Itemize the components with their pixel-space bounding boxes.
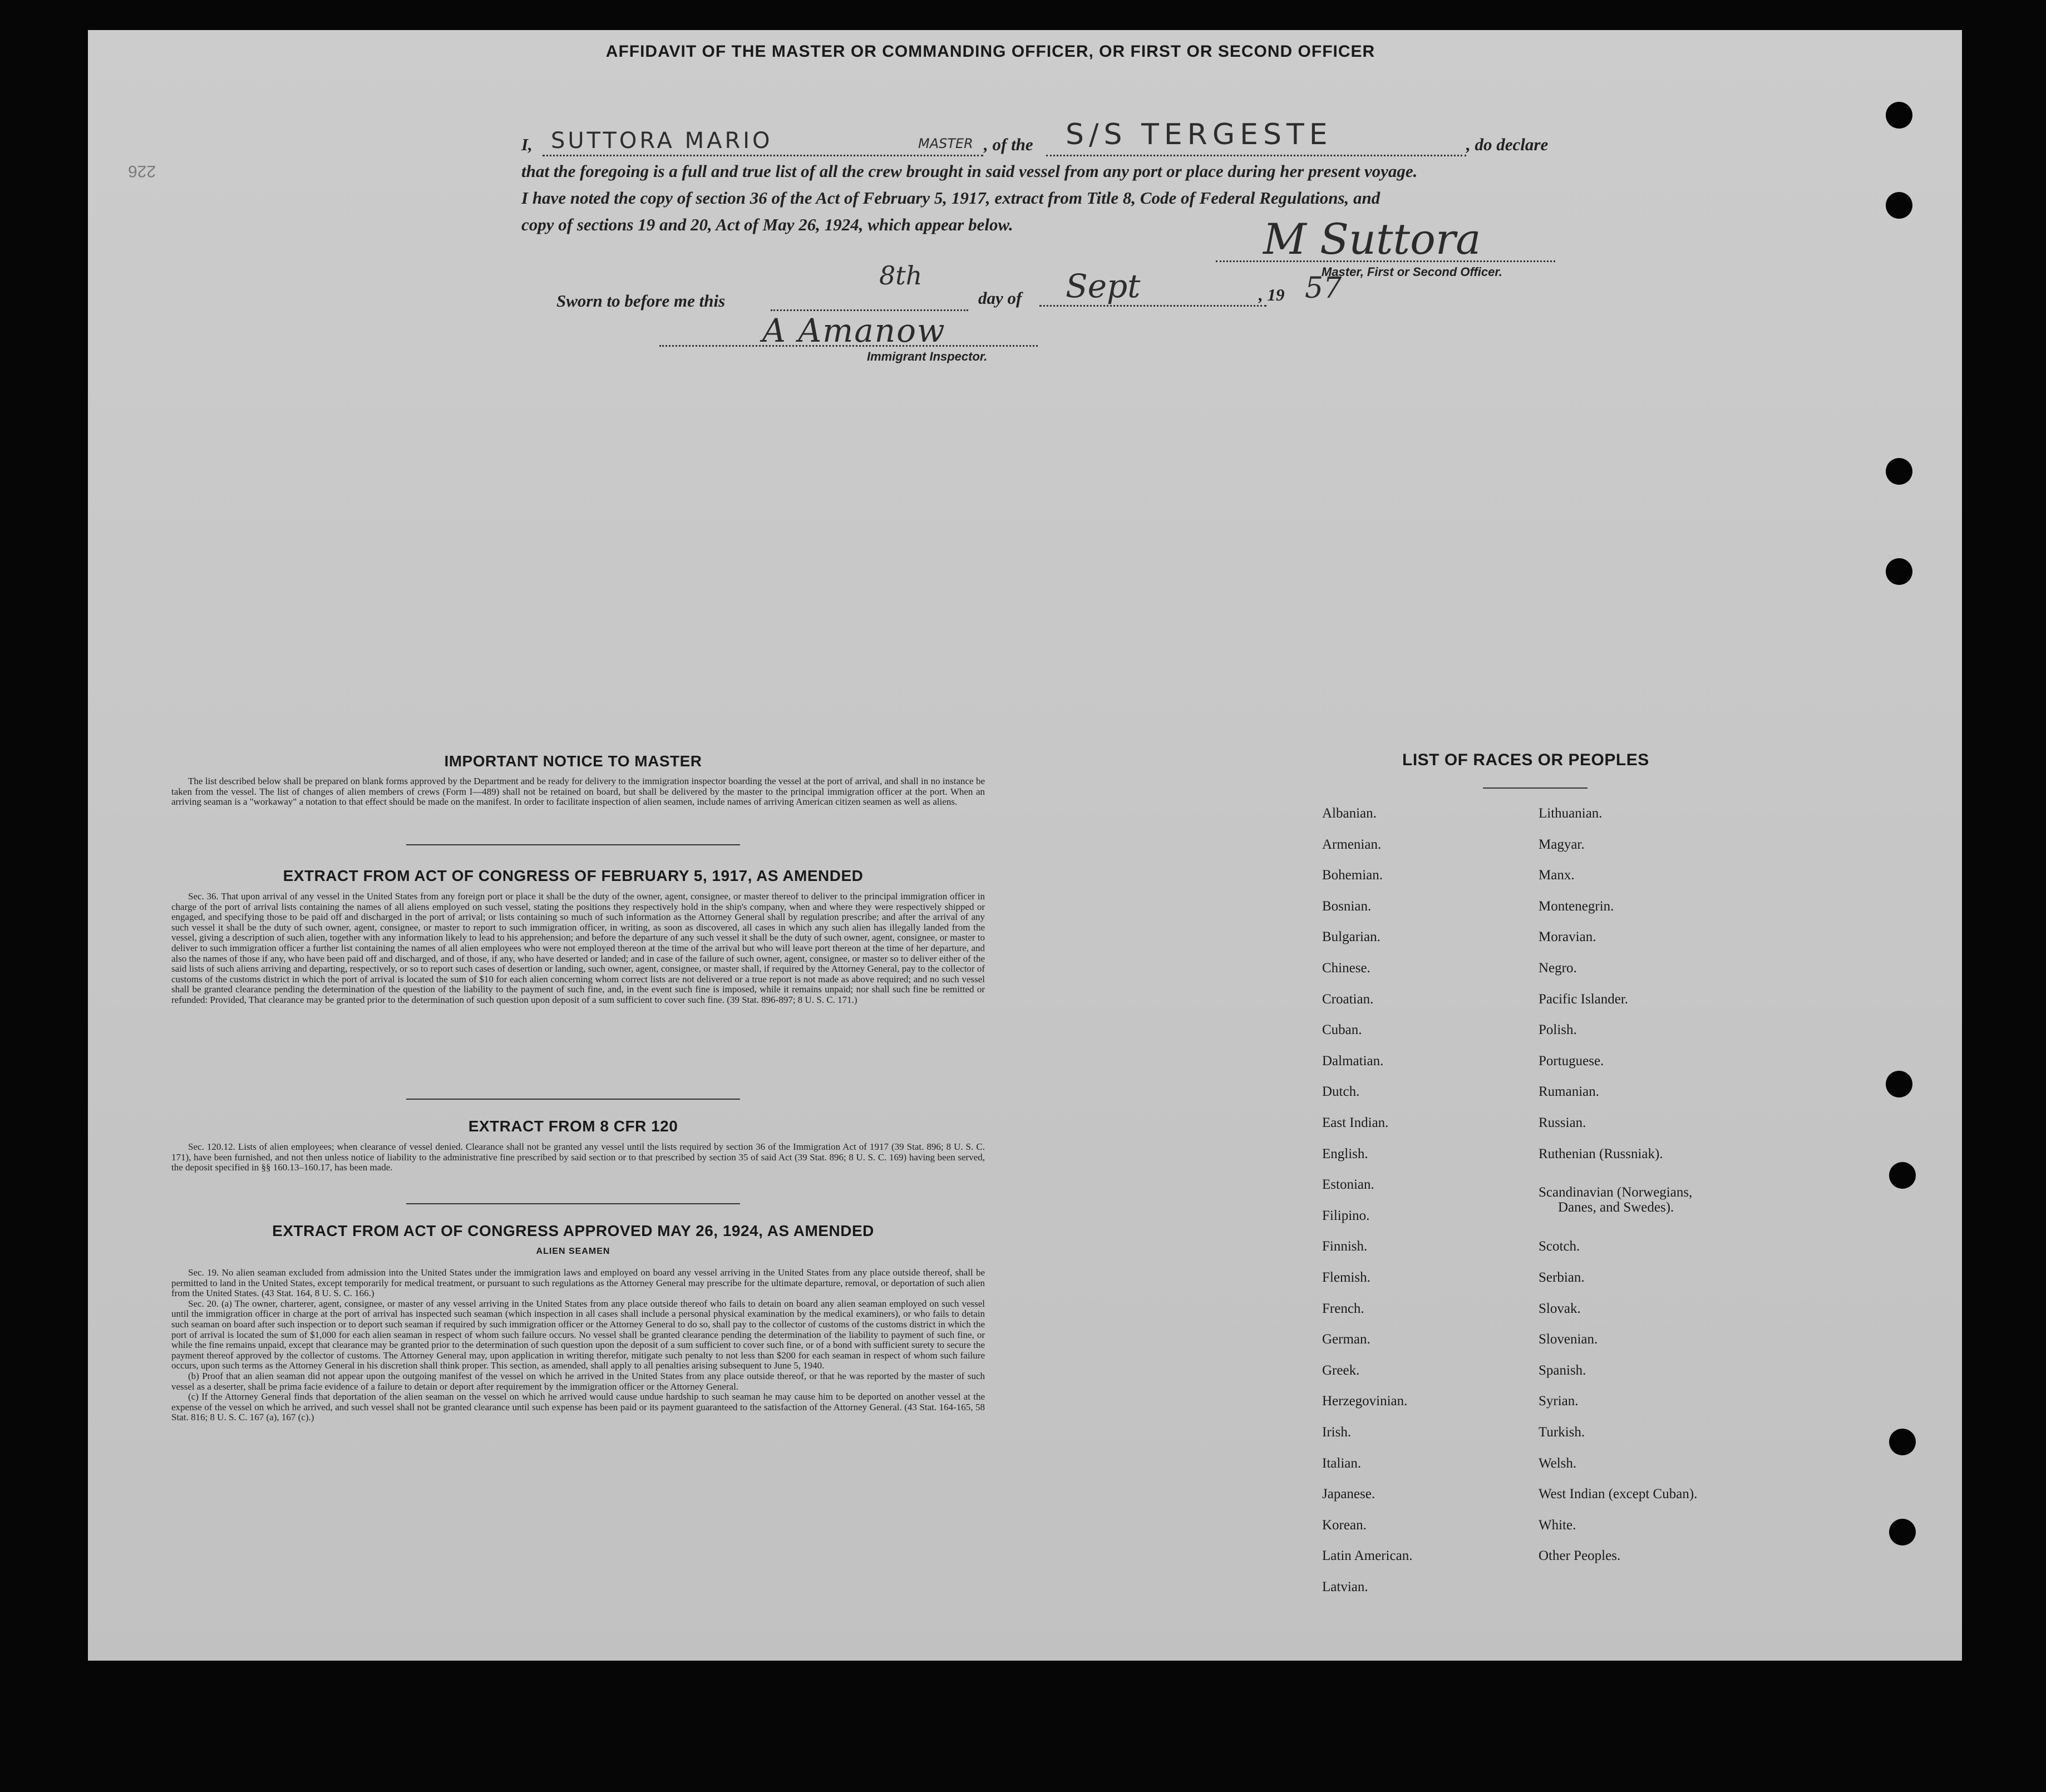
- race-item: Serbian.: [1539, 1270, 1585, 1285]
- year-prefix: , 19: [1259, 285, 1285, 304]
- name-dotted-line: [543, 155, 983, 156]
- vessel-name-handwritten: S/S TERGESTE: [1066, 118, 1333, 151]
- race-item: Slovenian.: [1539, 1332, 1598, 1347]
- affidavit-line-3: I have noted the copy of section 36 of the Act of February 5, 1917, extract from Title 8, Code of Federal Regulations, and: [521, 188, 1381, 208]
- race-item: Polish.: [1539, 1022, 1577, 1038]
- month-dotted-line: [1039, 305, 1266, 307]
- day-dotted-line: [771, 309, 968, 311]
- race-item: Latin American.: [1322, 1548, 1413, 1564]
- master-caption: Master, First or Second Officer.: [1322, 265, 1502, 279]
- binder-hole: [1889, 1162, 1916, 1189]
- race-item: Pacific Islander.: [1539, 991, 1629, 1007]
- signature-dotted-line: [1216, 260, 1555, 262]
- section-divider: [406, 1203, 740, 1204]
- binder-hole: [1889, 1429, 1916, 1455]
- race-item: Danes, and Swedes).: [1558, 1200, 1674, 1215]
- race-item: Portuguese.: [1539, 1053, 1604, 1069]
- notice-paragraph: The list described below shall be prepared on blank forms approved by the Department and be ready for delivery to the immigration inspector boarding the vessel at the port of arrival, and shall in no instance be taken from the vessel. The list of changes of alien members of crews (Form I—489) shall not be retained on board, but shall be delivered by the master to the principal immigration officer at the port. When an arriving seaman is a "workaway" a notation to that effect should be made on the manifest. In order to facilitate inspection of alien seamen, include names of arriving American citizen seamen as well as aliens.: [171, 776, 985, 808]
- race-item: West Indian (except Cuban).: [1539, 1486, 1698, 1502]
- race-item: Italian.: [1322, 1455, 1362, 1471]
- race-item: Lithuanian.: [1539, 806, 1603, 821]
- extract-1924-subtitle: ALIEN SEAMEN: [536, 1247, 610, 1256]
- notice-title: IMPORTANT NOTICE TO MASTER: [444, 752, 702, 770]
- race-item: Flemish.: [1322, 1270, 1370, 1285]
- sec-20b-paragraph: (b) Proof that an alien seaman did not appear upon the outgoing manifest of the vessel on which he arrived in the United States from any place outside thereof, or that he was reported by the master of such vessel as a deserter, shall be prima facie evidence of a failure to detain or deport after requirement by the immigration officer or the Attorney General.: [171, 1370, 985, 1392]
- race-item: Manx.: [1539, 868, 1575, 883]
- inspector-dotted-line: [659, 345, 1038, 347]
- binder-hole: [1886, 1071, 1912, 1097]
- sworn-day-handwritten: 8th: [879, 260, 923, 291]
- race-item: Japanese.: [1322, 1486, 1375, 1502]
- race-item: Korean.: [1322, 1517, 1367, 1533]
- sworn-month-handwritten: Sept: [1066, 267, 1141, 305]
- race-item: German.: [1322, 1332, 1370, 1347]
- race-item: Filipino.: [1322, 1208, 1370, 1223]
- race-item: Albanian.: [1322, 806, 1377, 821]
- race-item: Rumanian.: [1539, 1084, 1600, 1100]
- affidavit-of-the: , of the: [984, 135, 1033, 154]
- race-item: Dutch.: [1322, 1084, 1360, 1100]
- master-rank-handwritten: MASTER: [918, 136, 973, 151]
- race-item: Dalmatian.: [1322, 1053, 1384, 1069]
- binder-hole: [1889, 1519, 1916, 1545]
- binder-hole: [1886, 558, 1912, 585]
- binder-hole: [1886, 458, 1912, 485]
- extract-1917-text: [171, 892, 985, 1006]
- affidavit-title: AFFIDAVIT OF THE MASTER OR COMMANDING OFFICER, OR FIRST OR SECOND OFFICER: [605, 42, 1375, 61]
- vessel-dotted-line: [1046, 155, 1466, 156]
- race-item: Greek.: [1322, 1362, 1360, 1378]
- race-item: Spanish.: [1539, 1362, 1586, 1378]
- race-item: Croatian.: [1322, 991, 1374, 1007]
- race-item: Chinese.: [1322, 961, 1370, 976]
- extract-1917-paragraph: Sec. 36. That upon arrival of any vessel in the United States from any foreign port or place it shall be the duty of the owner, agent, consignee, or master thereof to deliver to the principal immigration officer in charge of the port of arrival lists containing the names of all aliens employed on such vessel, stating the positions they respectively hold in the ship's company, when and where they were respectively shipped or engaged, and specifying those to be paid off and discharged in the port of arrival; or lists containing so much of such information as the Attorney General shall by regulation prescribe; and after the arrival of any such vessel it shall be the duty of such owner, agent, consignee, or master to report to such immigration officer, in writing, as soon as discovered, all cases in which any such alien has illegally landed from the vessel, giving a description of such alien, together with any information likely to lead to his apprehension; and before the departure of any such vessel it shall be the duty of such owner, agent, consignee, or master to deliver to such immigration officer a further list containing the names of all alien employees who were not employed thereon at the time of the arrival but who will leave port thereon at the time of her departure, and also the names of those if any, who have been paid off and discharged, and of those, if any, who have deserted or landed; and in case of the failure of such owner, agent, consignee, or master so to deliver either of the said lists of such aliens arriving and departing, respectively, or so to report such cases of desertion or landing, such owner, agent, consignee, or master shall, if required by the Attorney General, pay to the collector of customs of the customs district in which the port of arrival is located the sum of $10 for each alien concerning whom correct lists are not delivered or a true report is not made as above required; and no such vessel shall be granted clearance pending the determination of the question of the liability to the payment of such fine, and, in the event such fine is imposed, while it remains unpaid; nor shall such fine be remitted or refunded: Provided, That clearance may be granted prior to the determination of such question upon deposit of a sum sufficient to cover such fine. (39 Stat. 896-897; 8 U. S. C. 171.): [171, 891, 985, 1005]
- race-item: Bohemian.: [1322, 868, 1383, 883]
- binder-hole: [1886, 192, 1912, 219]
- year-handwritten: 57: [1305, 272, 1342, 305]
- sworn-prefix: Sworn to before me this: [556, 291, 726, 311]
- extract-cfr-text: [171, 1142, 985, 1173]
- affidavit-i: I,: [521, 135, 533, 154]
- sec-19-paragraph: Sec. 19. No alien seaman excluded from admission into the United States under the immigration laws and employed on board any vessel arriving in the United States from any place outside thereof, shall be permitted to land in the United States, except temporarily for medical treatment, or pursuant to such regulations as the Attorney General may prescribe for the ultimate departure, removal, or deportation of such alien from the United States. (43 Stat. 164, 8 U. S. C. 166.): [171, 1267, 985, 1299]
- race-item: Negro.: [1539, 961, 1577, 976]
- race-item: Irish.: [1322, 1425, 1352, 1440]
- race-item: Ruthenian (Russniak).: [1539, 1146, 1663, 1161]
- race-item: Finnish.: [1322, 1239, 1368, 1254]
- race-item: Cuban.: [1322, 1022, 1362, 1038]
- race-item: Welsh.: [1539, 1455, 1577, 1471]
- master-name-handwritten: SUTTORA MARIO: [551, 128, 773, 154]
- master-signature: M Suttora: [1263, 214, 1481, 264]
- race-item: Armenian.: [1322, 836, 1382, 852]
- extract-1924-text: [171, 1268, 985, 1423]
- race-item: Other Peoples.: [1539, 1548, 1621, 1564]
- race-item: Scotch.: [1539, 1239, 1580, 1254]
- extract-cfr-title: EXTRACT FROM 8 CFR 120: [468, 1117, 678, 1135]
- day-of: day of: [978, 288, 1022, 308]
- sec-20c-paragraph: (c) If the Attorney General finds that deportation of the alien seaman on the vessel on which he arrived would cause undue hardship to such seaman he may cause him to be deported on another vessel at the expense of the vessel on which he arrived, and such vessel shall not be granted clearance until such expense has been paid or its payment guaranteed to the satisfaction of the Attorney General. (43 Stat. 164-165, 58 Stat. 816; 8 U. S. C. 167 (a), 167 (c).): [171, 1391, 985, 1423]
- race-item: Syrian.: [1539, 1394, 1579, 1409]
- race-item: Montenegrin.: [1539, 898, 1614, 914]
- race-item: East Indian.: [1322, 1115, 1389, 1130]
- extract-1924-title: EXTRACT FROM ACT OF CONGRESS APPROVED MAY 26, 1924, AS AMENDED: [272, 1222, 874, 1239]
- race-item: Herzegovinian.: [1322, 1394, 1408, 1409]
- page-number: 226: [128, 162, 156, 180]
- sec-20a-paragraph: Sec. 20. (a) The owner, charterer, agent, consignee, or master of any vessel arriving in the United States from any place outside thereof who fails to detain on board any alien seaman employed on such vessel until the immigration officer in charge at the port of arrival has inspected such seaman (which inspection in all cases shall include a personal physical examination by the medical examiners), or who fails to detain such seaman on board after such inspection or to deport such seaman if required by such immigration officer or the Attorney General to do so, shall pay to the collector of customs of the customs district in which the port of arrival is located the sum of $1,000 for each alien seaman in respect of whom such failure occurs. No vessel shall be granted clearance pending the determination of the liability to payment of such fine, or while the fine remains unpaid, except that clearance may be granted prior to the determination of such question upon the deposit of a sum sufficient to cover such fine, or of a bond with sufficient surety to secure the payment thereof approved by the collector of customs. The Attorney General may, upon application in writing therefor, mitigate such penalty to not less than $200 for each seaman in respect of whom such failure occurs, upon such terms as the Attorney General in his discretion shall think proper. This section, as amended, shall apply to all penalties arising subsequent to June 5, 1940.: [171, 1298, 985, 1371]
- race-item: English.: [1322, 1146, 1368, 1161]
- races-title: LIST OF RACES OR PEOPLES: [1402, 751, 1649, 769]
- section-divider: [406, 844, 740, 845]
- section-divider: [406, 1099, 740, 1100]
- extract-1917-title: EXTRACT FROM ACT OF CONGRESS OF FEBRUARY 5, 1917, AS AMENDED: [283, 867, 864, 884]
- race-item: Estonian.: [1322, 1177, 1374, 1193]
- race-item: Moravian.: [1539, 929, 1596, 945]
- affidavit-line-2: that the foregoing is a full and true list of all the crew brought in said vessel from any port or place during her present voyage.: [521, 161, 1418, 181]
- race-item: White.: [1539, 1517, 1576, 1533]
- race-item: Bosnian.: [1322, 898, 1372, 914]
- race-item: Turkish.: [1539, 1425, 1585, 1440]
- race-item: Slovak.: [1539, 1301, 1581, 1316]
- race-item: Magyar.: [1539, 836, 1585, 852]
- binder-hole: [1886, 102, 1912, 129]
- race-item: French.: [1322, 1301, 1364, 1316]
- affidavit-do-declare: , do declare: [1466, 135, 1549, 154]
- race-item: Bulgarian.: [1322, 929, 1381, 945]
- affidavit-line-4: copy of sections 19 and 20, Act of May 26, 1924, which appear below.: [521, 215, 1013, 234]
- inspector-signature: A Amanow: [762, 312, 946, 349]
- notice-text: [171, 776, 985, 808]
- race-item: Latvian.: [1322, 1579, 1368, 1594]
- race-item: Scandinavian (Norwegians,: [1539, 1185, 1693, 1200]
- inspector-caption: Immigrant Inspector.: [867, 349, 988, 363]
- races-title-underline: [1483, 787, 1588, 789]
- extract-cfr-paragraph: Sec. 120.12. Lists of alien employees; when clearance of vessel denied. Clearance shall not be granted any vessel until the lists required by section 36 of the Immigration Act of 1917 (39 Stat. 896; 8 U. S. C. 171), have been furnished, and not then unless notice of liability to the administrative fine prescribed by said section or to that prescribed by section 35 of said Act (39 Stat. 896; 8 U. S. C. 169) having been served, the deposit specified in §§ 160.13–160.17, has been made.: [171, 1141, 985, 1173]
- race-item: Russian.: [1539, 1115, 1586, 1130]
